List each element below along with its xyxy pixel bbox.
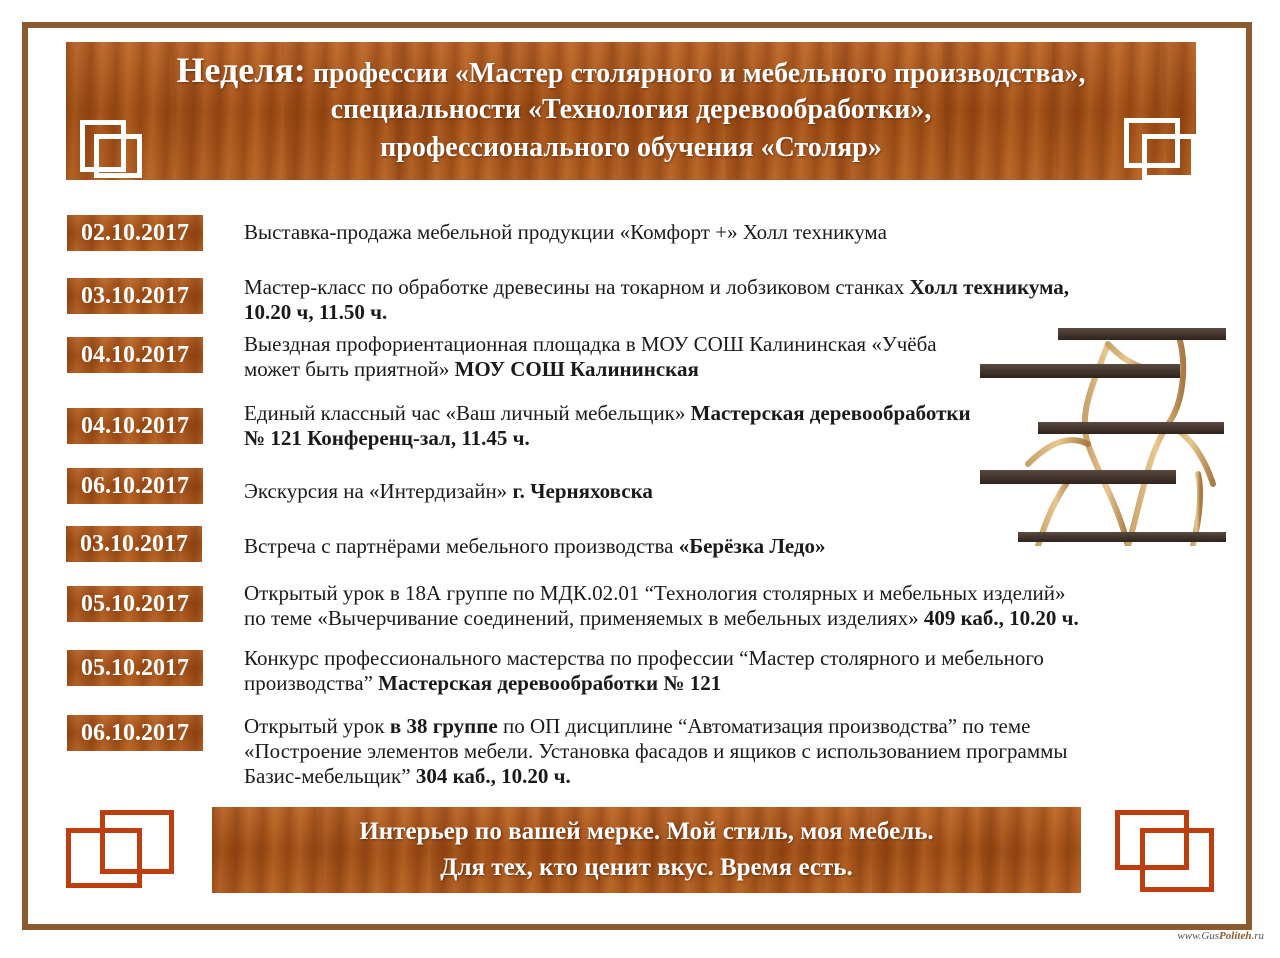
decor-square-icon xyxy=(94,134,142,178)
event-date-badge: 04.10.2017 xyxy=(67,337,203,373)
footer-line-1: Интерьер по вашей мерке. Мой стиль, моя мебель. xyxy=(359,818,934,845)
event-description xyxy=(244,714,1068,789)
event-date-badge: 05.10.2017 xyxy=(67,586,203,622)
event-text-bold: 304 каб., 10.20 ч. xyxy=(415,764,571,788)
event-line xyxy=(244,332,937,357)
watermark-brand: Politeh xyxy=(1219,930,1252,942)
event-line xyxy=(244,606,1079,631)
footer-banner xyxy=(212,807,1081,893)
event-line xyxy=(244,646,1044,671)
event-text: Мастер-класс по обработке древесины на токарном и лобзиковом станках xyxy=(244,275,910,299)
event-text: Открытый урок xyxy=(244,714,390,738)
event-text: Единый классный час «Ваш личный мебельщик» xyxy=(244,401,691,425)
event-line xyxy=(244,220,887,245)
event-text: Экскурсия на «Интердизайн» xyxy=(244,479,513,503)
header-line-3: профессионального обучения «Столяр» xyxy=(380,132,882,163)
watermark-suffix: .ru xyxy=(1251,930,1264,942)
event-line xyxy=(244,357,937,382)
event-date-badge: 06.10.2017 xyxy=(67,468,203,504)
event-text: Выставка-продажа мебельной продукции «Комфорт +» Холл техникума xyxy=(244,220,887,244)
event-text-bold: Мастерская деревообработки № 121 xyxy=(378,671,722,695)
event-line xyxy=(244,426,971,451)
event-text-bold: 10.20 ч, 11.50 ч. xyxy=(244,300,388,324)
header-line-1 xyxy=(66,52,1196,92)
event-line xyxy=(244,300,1069,325)
event-text: может быть приятной» xyxy=(244,357,455,381)
watermark xyxy=(1177,930,1264,942)
event-description xyxy=(244,275,1069,325)
event-line xyxy=(244,479,653,504)
event-description xyxy=(244,401,971,451)
event-line xyxy=(244,401,971,426)
event-text-bold: Холл техникума, xyxy=(909,275,1070,299)
event-line xyxy=(244,275,1069,300)
event-line xyxy=(244,714,1068,739)
event-text-bold: Мастерская деревообработки xyxy=(690,401,971,425)
event-description xyxy=(244,646,1044,696)
event-text-bold: 409 каб., 10.20 ч. xyxy=(923,606,1079,630)
event-text-bold: в 38 группе xyxy=(389,714,498,738)
event-line xyxy=(244,534,826,559)
event-line xyxy=(244,764,1068,789)
event-text: Конкурс профессионального мастерства по профессии “Мастер столярного и мебельного xyxy=(244,646,1044,670)
header-line-2: специальности «Технология деревообработки», xyxy=(330,94,932,125)
event-text: Выездная профориентационная площадка в МОУ СОШ Калининская «Учёба xyxy=(244,332,937,356)
event-text: Встреча с партнёрами мебельного производства xyxy=(244,534,679,558)
event-text: производства” xyxy=(244,671,379,695)
event-description xyxy=(244,332,937,382)
event-line xyxy=(244,581,1079,606)
event-description xyxy=(244,534,826,559)
event-date-badge: 06.10.2017 xyxy=(67,715,203,751)
footer-line-2: Для тех, кто ценит вкус. Время есть. xyxy=(440,854,853,881)
decor-square-icon xyxy=(100,810,174,874)
event-date-badge: 05.10.2017 xyxy=(67,650,203,686)
event-text-bold: № 121 Конференц-зал, 11.45 ч. xyxy=(244,426,530,450)
event-text-bold: г. Черняховска xyxy=(512,479,653,503)
event-text: «Построение элементов мебели. Установка фасадов и ящиков с использованием программы xyxy=(244,739,1068,763)
event-text: по теме «Вычерчивание соединений, применяемых в мебельных изделиях» xyxy=(244,606,924,630)
event-date-badge: 04.10.2017 xyxy=(67,408,203,444)
header-title-rest: профессии «Мастер столярного и мебельного производства», xyxy=(305,58,1086,89)
decor-square-icon xyxy=(1140,828,1214,892)
event-text-bold: «Берёзка Ледо» xyxy=(678,534,826,558)
event-line xyxy=(244,739,1068,764)
shelf-illustration xyxy=(978,324,1226,546)
event-date-badge: 03.10.2017 xyxy=(67,278,203,314)
event-text-tail: по ОП дисциплине “Автоматизация производства” по теме xyxy=(497,714,1031,738)
decor-square-icon xyxy=(1142,134,1196,180)
header-title-bold: Неделя: xyxy=(176,50,306,90)
watermark-prefix: www.Gus xyxy=(1177,930,1220,942)
event-line xyxy=(244,671,1044,696)
event-text-bold: МОУ СОШ Калининская xyxy=(454,357,699,381)
event-date-badge: 03.10.2017 xyxy=(66,526,202,562)
event-text: Открытый урок в 18А группе по МДК.02.01 “Технология столярных и мебельных изделий» xyxy=(244,581,1066,605)
event-description xyxy=(244,479,653,504)
event-date-badge: 02.10.2017 xyxy=(67,215,203,251)
event-description xyxy=(244,581,1079,631)
event-description xyxy=(244,220,887,245)
header-banner xyxy=(66,42,1196,180)
event-text: Базис-мебельщик” xyxy=(244,764,416,788)
